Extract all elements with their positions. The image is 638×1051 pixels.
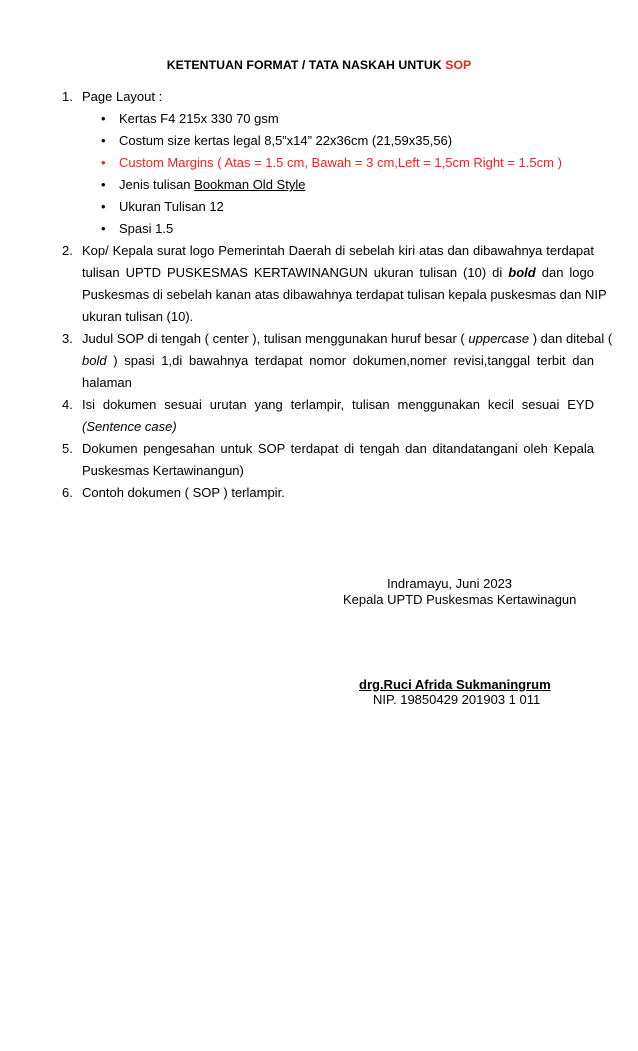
item-4-line-2: (Sentence case) [82,419,177,434]
item-number-4: 4. [62,397,73,412]
item-3-bold: bold [82,353,107,368]
item-4-line-1: Isi dokumen sesuai urutan yang terlampir, tulisan menggunakan kecil sesuai EYD [82,397,594,412]
signature-name: drg.Ruci Afrida Sukmaningrum [359,677,551,692]
item-number-3: 3. [62,331,73,346]
item-5-line-2: Puskesmas Kertawinangun) [82,463,244,478]
bullet-paper: Kertas F4 215x 330 70 gsm [119,111,279,126]
item-2-line-1: Kop/ Kepala surat logo Pemerintah Daerah di sebelah kiri atas dan dibawahnya terdapat [82,243,594,258]
item-3-line-1 [82,328,613,350]
item-2-line-2 [82,262,594,284]
item-number-1: 1. [62,89,73,104]
item-number-6: 6. [62,485,73,500]
bullet-icon: • [101,111,106,126]
bullet-icon: • [101,221,106,236]
bullet-icon: • [101,133,106,148]
item-3-text-2: ) spasi 1,di bawahnya terdapat nomor dokumen,nomer revisi,tanggal terbit dan [106,353,594,368]
signature-nip: NIP. 19850429 201903 1 011 [373,692,541,707]
bullet-font-name: Bookman Old Style [194,177,306,192]
item-3-uppercase: uppercase [468,331,530,346]
item-5-line-1: Dokumen pengesahan untuk SOP terdapat di tengah dan ditandatangani oleh Kepala [82,441,594,456]
item-2-text: tulisan UPTD PUSKESMAS KERTAWINANGUN ukuran tulisan (10) di [82,265,509,280]
bullet-icon: • [101,177,106,192]
bullet-icon: • [101,155,106,170]
bullet-font-prefix: Jenis tulisan [119,177,195,192]
item-number-2: 2. [62,243,73,258]
signature-position: Kepala UPTD Puskesmas Kertawinagun [343,592,577,607]
bullet-spacing: Spasi 1.5 [119,221,174,236]
signature-place-date: Indramayu, Juni 2023 [387,576,513,591]
item-3-text-end: ) dan ditebal ( [529,331,613,346]
item-6-line-1: Contoh dokumen ( SOP ) terlampir. [82,485,285,500]
item-3-line-3: halaman [82,375,132,390]
bullet-font [119,174,305,196]
document-title [0,58,638,72]
bullet-margins: Custom Margins ( Atas = 1.5 cm, Bawah = 3 cm,Left = 1,5cm Right = 1.5cm ) [119,155,562,170]
item-2-line-3: Puskesmas di sebelah kanan atas dibawahnya terdapat tulisan kepala puskesmas dan NIP [82,287,607,302]
bullet-icon: • [101,199,106,214]
title-highlight: SOP [445,58,472,72]
item-2-line-4: ukuran tulisan (10). [82,309,194,324]
item-2-bold: bold [508,265,536,280]
bullet-size: Ukuran Tulisan 12 [119,199,224,214]
item-number-5: 5. [62,441,73,456]
bullet-custom-size: Costum size kertas legal 8,5”x14” 22x36cm (21,59x35,56) [119,133,453,148]
item-3-line-2 [82,350,594,372]
item-1-label: Page Layout : [82,89,163,104]
title-text: KETENTUAN FORMAT / TATA NASKAH UNTUK [166,58,446,72]
item-3-text: Judul SOP di tengah ( center ), tulisan menggunakan huruf besar ( [82,331,469,346]
item-2-text-end: dan logo [535,265,594,280]
